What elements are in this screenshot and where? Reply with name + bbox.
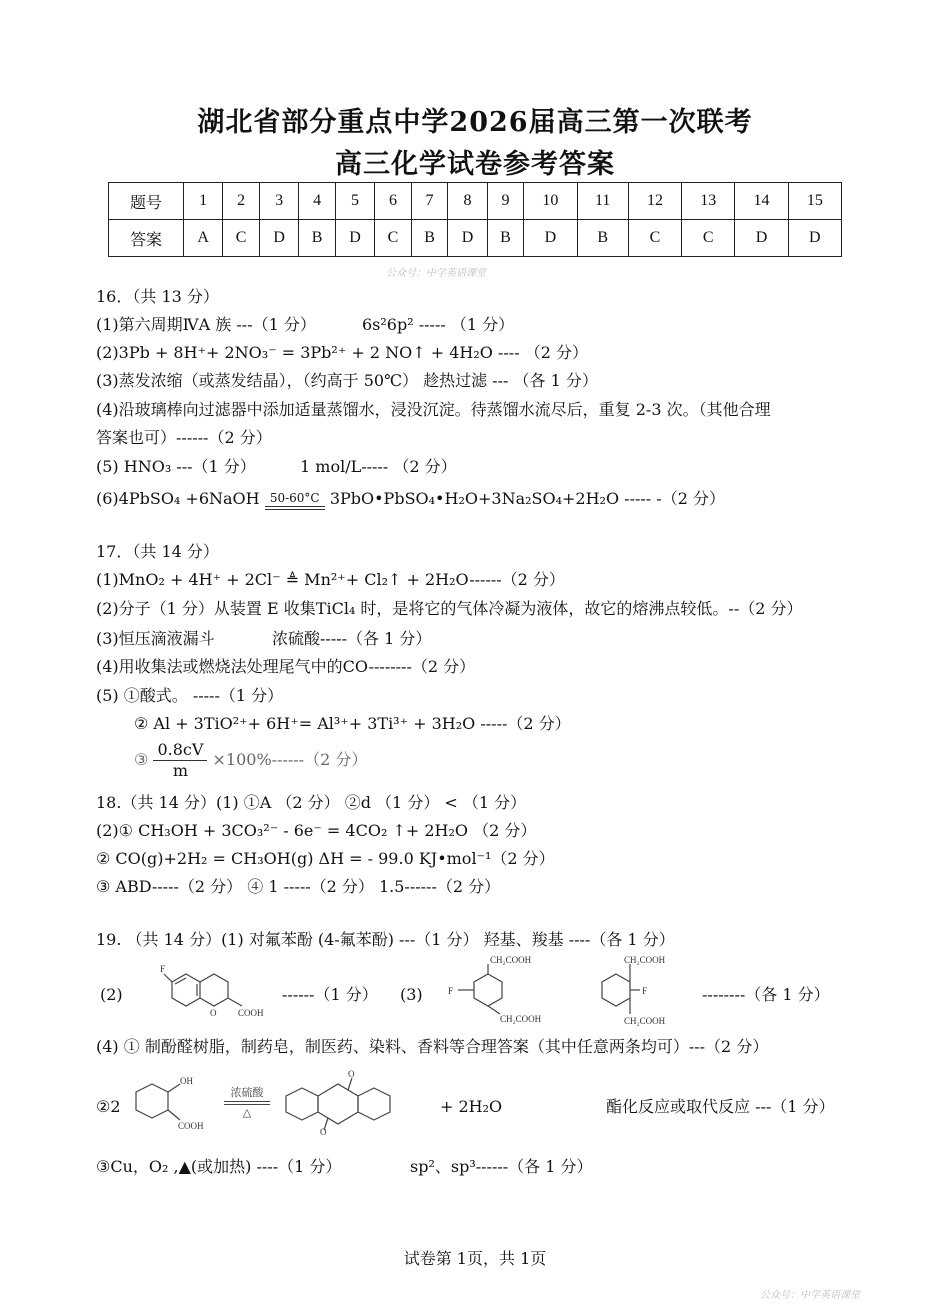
- equilibrium-arrow-icon: [222, 1100, 272, 1106]
- q16-l6-condition: [265, 492, 325, 510]
- q19-l3-score: --------（各 1 分）: [702, 985, 830, 1004]
- q19-l5-type: 酯化反应或取代反应 ---（1 分）: [606, 1097, 835, 1116]
- q17-line3b: 浓硫酸-----（各 1 分）: [272, 629, 432, 648]
- q16-l6-cond-text: 50-60°C: [269, 491, 320, 505]
- fraction-numerator: 0.8cV: [153, 740, 207, 761]
- q17-line1: (1)MnO₂ + 4H⁺ + 2Cl⁻ ≜ Mn²⁺+ Cl₂↑ + 2H₂O------（2 分）: [96, 570, 565, 589]
- question-number-cell: 3: [259, 183, 298, 220]
- q19-line6a: ③Cu，O₂ ,▲(或加热) ----（1 分）: [96, 1157, 342, 1176]
- question-number-cell: 4: [299, 183, 336, 220]
- group-label-ch2cooh: CH₂COOH: [624, 1016, 666, 1026]
- exam-subtitle: 高三化学试卷参考答案: [335, 149, 615, 180]
- answer-cell: C: [223, 220, 260, 257]
- watermark-bottom: 公众号：中学英语课堂: [760, 1290, 860, 1301]
- answer-cell: D: [335, 220, 374, 257]
- q19-l5-product: + 2H₂O: [440, 1097, 503, 1116]
- q16-line4b: 答案也可）------（2 分）: [96, 428, 272, 447]
- q19-line6b: sp²、sp³------（各 1 分）: [410, 1157, 593, 1176]
- question-number-cell: 12: [628, 183, 681, 220]
- answer-cell: D: [788, 220, 841, 257]
- answer-table-row-numbers: [109, 183, 842, 220]
- question-number-cell: 7: [411, 183, 448, 220]
- answer-cell: C: [628, 220, 681, 257]
- chromane-structure: [160, 962, 280, 1022]
- q18-line2: (2)① CH₃OH + 3CO₃²⁻ - 6e⁻ = 4CO₂ ↑+ 2H₂O （2 分）: [96, 821, 537, 840]
- benzene-ring: [602, 974, 630, 1006]
- q16-line4a: (4)沿玻璃棒向过滤器中添加适量蒸馏水，浸没沉淀。待蒸馏水流尽后，重复 2-3 次。（其他合理: [96, 400, 771, 419]
- question-number-cell: 10: [524, 183, 577, 220]
- atom-label-f: F: [160, 964, 166, 974]
- q16-l6-products: 3PbO•PbSO₄•H₂O+3Na₂SO₄+2H₂O ----- -（2 分）: [329, 489, 725, 508]
- q18-line1: 18.（共 14 分）(1) ①A （2 分） ②d （1 分） < （1 分）: [96, 793, 527, 812]
- question-number-cell: 11: [577, 183, 628, 220]
- answer-cell: C: [682, 220, 735, 257]
- question-number-cell: 1: [184, 183, 223, 220]
- q16-line5a: (5) HNO₃ ---（1 分）: [96, 457, 256, 476]
- answer-cell: B: [411, 220, 448, 257]
- dioxane-ring: [318, 1084, 358, 1124]
- question-number-cell: 9: [487, 183, 524, 220]
- dilactone-structure: [282, 1070, 432, 1136]
- group-label-cooh: COOH: [178, 1121, 204, 1131]
- bond: [168, 1110, 180, 1120]
- benzene-ring: [172, 974, 200, 1006]
- fraction: [153, 740, 207, 781]
- exam-title: 湖北省部分重点中学2026届高三第一次联考: [197, 107, 753, 138]
- atom-label-f: F: [448, 986, 454, 996]
- q18-line4: ③ ABD-----（2 分） ④ 1 -----（2 分） 1.5------（2 分）: [96, 877, 501, 896]
- answer-cell: D: [259, 220, 298, 257]
- answer-table-row-answers: [109, 220, 842, 257]
- question-number-cell: 5: [335, 183, 374, 220]
- q17-l5c-mark: ③: [134, 750, 149, 769]
- reaction-heat: △: [242, 1106, 252, 1119]
- answer-cell: B: [299, 220, 336, 257]
- question-number-cell: 15: [788, 183, 841, 220]
- question-number-cell: 14: [735, 183, 788, 220]
- bond: [488, 1006, 500, 1014]
- bond: [348, 1078, 352, 1090]
- atom-label-o: O: [320, 1127, 327, 1136]
- q19-line1: 19. （共 14 分）(1) 对氟苯酚 (4-氟苯酚) ---（1 分） 羟基、羧基 ----（各 1 分）: [96, 930, 675, 949]
- reaction-condition: 浓硫酸: [230, 1086, 264, 1099]
- q16-line1b: 6s²6p² ----- （1 分）: [362, 315, 515, 334]
- bond: [168, 1084, 180, 1092]
- q16-line6: [96, 488, 725, 510]
- atom-label-f: F: [642, 986, 648, 996]
- q16-line2: (2)3Pb + 8H⁺+ 2NO₃⁻ = 3Pb²⁺ + 2 NO↑ + 4H₂O ---- （2 分）: [96, 343, 588, 362]
- answer-table: [108, 182, 842, 257]
- equals-arrow: [265, 506, 325, 510]
- answer-cell: A: [184, 220, 223, 257]
- fluoro-benzenediacetic-acid-1: [428, 952, 568, 1026]
- answer-cell: D: [524, 220, 577, 257]
- fluoro-benzenediacetic-acid-2: [580, 952, 700, 1026]
- group-label-ch2cooh: CH₂COOH: [500, 1014, 542, 1024]
- group-label-ch2cooh: CH₂COOH: [490, 955, 532, 965]
- q16-line1a: (1)第六周期ⅣA 族 ---（1 分）: [96, 315, 316, 334]
- answer-cell: D: [448, 220, 487, 257]
- cyclohexane-ring: [136, 1084, 168, 1118]
- group-label-ch2cooh: CH₂COOH: [624, 955, 666, 965]
- q17-line2: (2)分子（1 分）从装置 E 收集TiCl₄ 时，是将它的气体冷凝为液体，故它的熔沸点较低。--（2 分）: [96, 599, 803, 618]
- q17-line3a: (3)恒压滴液漏斗: [96, 629, 215, 648]
- bond: [228, 998, 242, 1006]
- q17-l5c-score: ×100%------（2 分）: [212, 750, 368, 769]
- benzene-ring: [474, 974, 502, 1006]
- bond: [164, 974, 172, 982]
- q17-line5b: ② Al + 3TiO²⁺+ 6H⁺= Al³⁺+ 3Ti³⁺ + 3H₂O -----（2 分）: [134, 714, 571, 733]
- cyclohexane-ring: [286, 1088, 318, 1120]
- q16-line3: (3)蒸发浓缩（或蒸发结晶），（约高于 50℃） 趁热过滤 --- （各 1 分）: [96, 371, 598, 390]
- q16-l6-reactants: (6)4PbSO₄ +6NaOH: [96, 489, 260, 508]
- question-number-cell: 8: [448, 183, 487, 220]
- answer-cell: D: [735, 220, 788, 257]
- cyclohexane-ring: [358, 1088, 390, 1120]
- question-number-cell: 2: [223, 183, 260, 220]
- question-number-cell: 6: [375, 183, 412, 220]
- q19-l2-label: (2): [100, 985, 123, 1004]
- hydroxy-acid-structure: [128, 1074, 218, 1134]
- q19-l5-prefix: ②2: [96, 1097, 121, 1116]
- q17-line5a: (5) ①酸式。 -----（1 分）: [96, 686, 284, 705]
- answer-cell: C: [375, 220, 412, 257]
- q17-header: 17．（共 14 分）: [96, 542, 219, 561]
- q16-line5b: 1 mol/L----- （2 分）: [300, 457, 457, 476]
- fraction-denominator: m: [172, 761, 188, 780]
- reaction-arrow: [222, 1084, 272, 1119]
- atom-label-cooh: COOH: [238, 1008, 264, 1018]
- q19-l2-score: ------（1 分）: [282, 985, 378, 1004]
- question-number-cell: 13: [682, 183, 735, 220]
- atom-label-o: O: [348, 1070, 355, 1079]
- q17-line4: (4)用收集法或燃烧法处理尾气中的CO--------（2 分）: [96, 657, 476, 676]
- row-label-answer: 答案: [109, 220, 184, 257]
- q17-line5c: [134, 740, 367, 781]
- answer-cell: B: [577, 220, 628, 257]
- watermark-top: 公众号：中学英语课堂: [386, 268, 486, 279]
- group-label-oh: OH: [180, 1076, 193, 1086]
- row-label-number: 题号: [109, 183, 184, 220]
- pyran-ring: [200, 974, 228, 1006]
- page-footer: 试卷第 1页，共 1页: [403, 1249, 547, 1268]
- atom-label-o: O: [210, 1008, 217, 1018]
- answer-cell: B: [487, 220, 524, 257]
- q18-line3: ② CO(g)+2H₂ = CH₃OH(g) ΔH = - 99.0 KJ•mol⁻¹（2 分）: [96, 849, 555, 868]
- q19-l3-label: (3): [400, 985, 423, 1004]
- q19-line4: (4) ① 制酚醛树脂，制药皂，制医药、染料、香料等合理答案（其中任意两条均可）---（2 分）: [96, 1037, 769, 1056]
- q16-header: 16．（共 13 分）: [96, 287, 219, 306]
